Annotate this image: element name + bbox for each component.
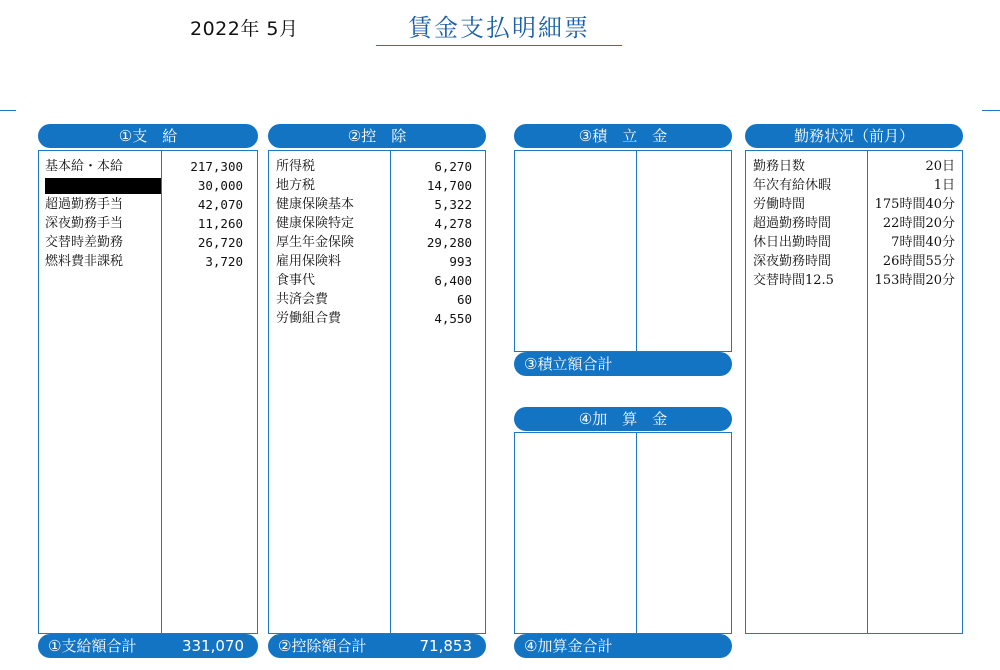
item-label: 労働組合費 <box>276 311 342 326</box>
item-value: 30,000 <box>197 178 243 193</box>
item-label: 超過勤務手当 <box>45 197 124 212</box>
savings-heading: ③積 立 金 <box>514 124 732 148</box>
item-value: 7時間40分 <box>891 235 955 250</box>
item-value: 175時間40分 <box>874 197 955 212</box>
deductions-heading: ②控 除 <box>268 124 486 148</box>
item-value: 11,260 <box>197 216 243 231</box>
item-value: 993 <box>449 254 472 269</box>
list-item <box>276 290 472 309</box>
document-title: 賃金支払明細票 <box>376 8 622 46</box>
item-label: 勤務日数 <box>753 159 806 174</box>
item-label: 交替時差勤務 <box>45 235 124 250</box>
item-label: 地方税 <box>276 178 316 193</box>
item-value: 22時間20分 <box>882 216 955 231</box>
deductions-total-label: ②控除額合計 <box>278 637 367 655</box>
list-item <box>753 233 955 252</box>
list-item <box>753 252 955 271</box>
list-item <box>753 157 955 176</box>
list-item <box>276 233 472 252</box>
payments-total-value: 331,070 <box>181 637 244 655</box>
additions-box <box>514 432 732 634</box>
item-value: 153時間20分 <box>874 273 955 288</box>
additions-total-bar: ④加算金合計 <box>514 634 732 658</box>
additions-column-divider <box>636 433 637 633</box>
list-item <box>45 176 243 195</box>
deductions-list <box>276 157 472 328</box>
item-value: 6,400 <box>434 273 472 288</box>
savings-column-divider <box>636 151 637 351</box>
list-item <box>45 252 243 271</box>
item-value: 3,720 <box>205 254 243 269</box>
item-value: 4,550 <box>434 311 472 326</box>
redacted-label <box>45 178 161 194</box>
savings-box <box>514 150 732 352</box>
item-value: 5,322 <box>434 197 472 212</box>
list-item <box>276 271 472 290</box>
item-value: 26時間55分 <box>882 254 955 269</box>
item-value: 217,300 <box>190 159 243 174</box>
item-label: 超過勤務時間 <box>753 216 832 231</box>
list-item <box>276 176 472 195</box>
item-label: 所得税 <box>276 159 316 174</box>
item-value: 6,270 <box>434 159 472 174</box>
payments-total-bar <box>38 634 258 658</box>
pay-period: 2022年 5月 <box>190 18 299 40</box>
list-item <box>276 309 472 328</box>
margin-tick-left <box>0 110 16 111</box>
item-label: 深夜勤務手当 <box>45 216 124 231</box>
list-item <box>45 214 243 233</box>
list-item <box>276 195 472 214</box>
item-label: 年次有給休暇 <box>753 178 832 193</box>
item-label: 基本給・本給 <box>45 159 124 174</box>
item-label: 交替時間12.5 <box>753 273 834 288</box>
item-label: 労働時間 <box>753 197 806 212</box>
list-item <box>753 214 955 233</box>
item-label: 燃料費非課税 <box>45 254 124 269</box>
list-item <box>753 271 955 290</box>
attendance-list <box>753 157 955 290</box>
additions-heading: ④加 算 金 <box>514 407 732 431</box>
deductions-total-bar <box>268 634 486 658</box>
item-label: 雇用保険料 <box>276 254 342 269</box>
item-label: 深夜勤務時間 <box>753 254 832 269</box>
list-item <box>45 233 243 252</box>
item-label: 休日出勤時間 <box>753 235 832 250</box>
payments-list <box>45 157 243 271</box>
item-value: 1日 <box>933 178 955 193</box>
item-label: 健康保険基本 <box>276 197 355 212</box>
payments-heading: ①支 給 <box>38 124 258 148</box>
item-value: 20日 <box>925 159 955 174</box>
savings-total-bar: ③積立額合計 <box>514 352 732 376</box>
deductions-total-value: 71,853 <box>419 637 472 655</box>
list-item <box>276 214 472 233</box>
list-item <box>45 157 243 176</box>
list-item <box>753 195 955 214</box>
payments-total-label: ①支給額合計 <box>48 637 137 655</box>
item-label: 健康保険特定 <box>276 216 355 231</box>
item-value: 26,720 <box>197 235 243 250</box>
item-label: 食事代 <box>276 273 316 288</box>
item-value: 29,280 <box>426 235 472 250</box>
attendance-heading: 勤務状況（前月） <box>745 124 963 148</box>
list-item <box>276 157 472 176</box>
item-value: 4,278 <box>434 216 472 231</box>
item-label: 共済会費 <box>276 292 329 307</box>
item-label: 厚生年金保険 <box>276 235 355 250</box>
item-value: 60 <box>456 292 472 307</box>
list-item <box>45 195 243 214</box>
list-item <box>753 176 955 195</box>
list-item <box>276 252 472 271</box>
item-value: 14,700 <box>426 178 472 193</box>
margin-tick-right <box>982 110 1000 111</box>
item-value: 42,070 <box>197 197 243 212</box>
